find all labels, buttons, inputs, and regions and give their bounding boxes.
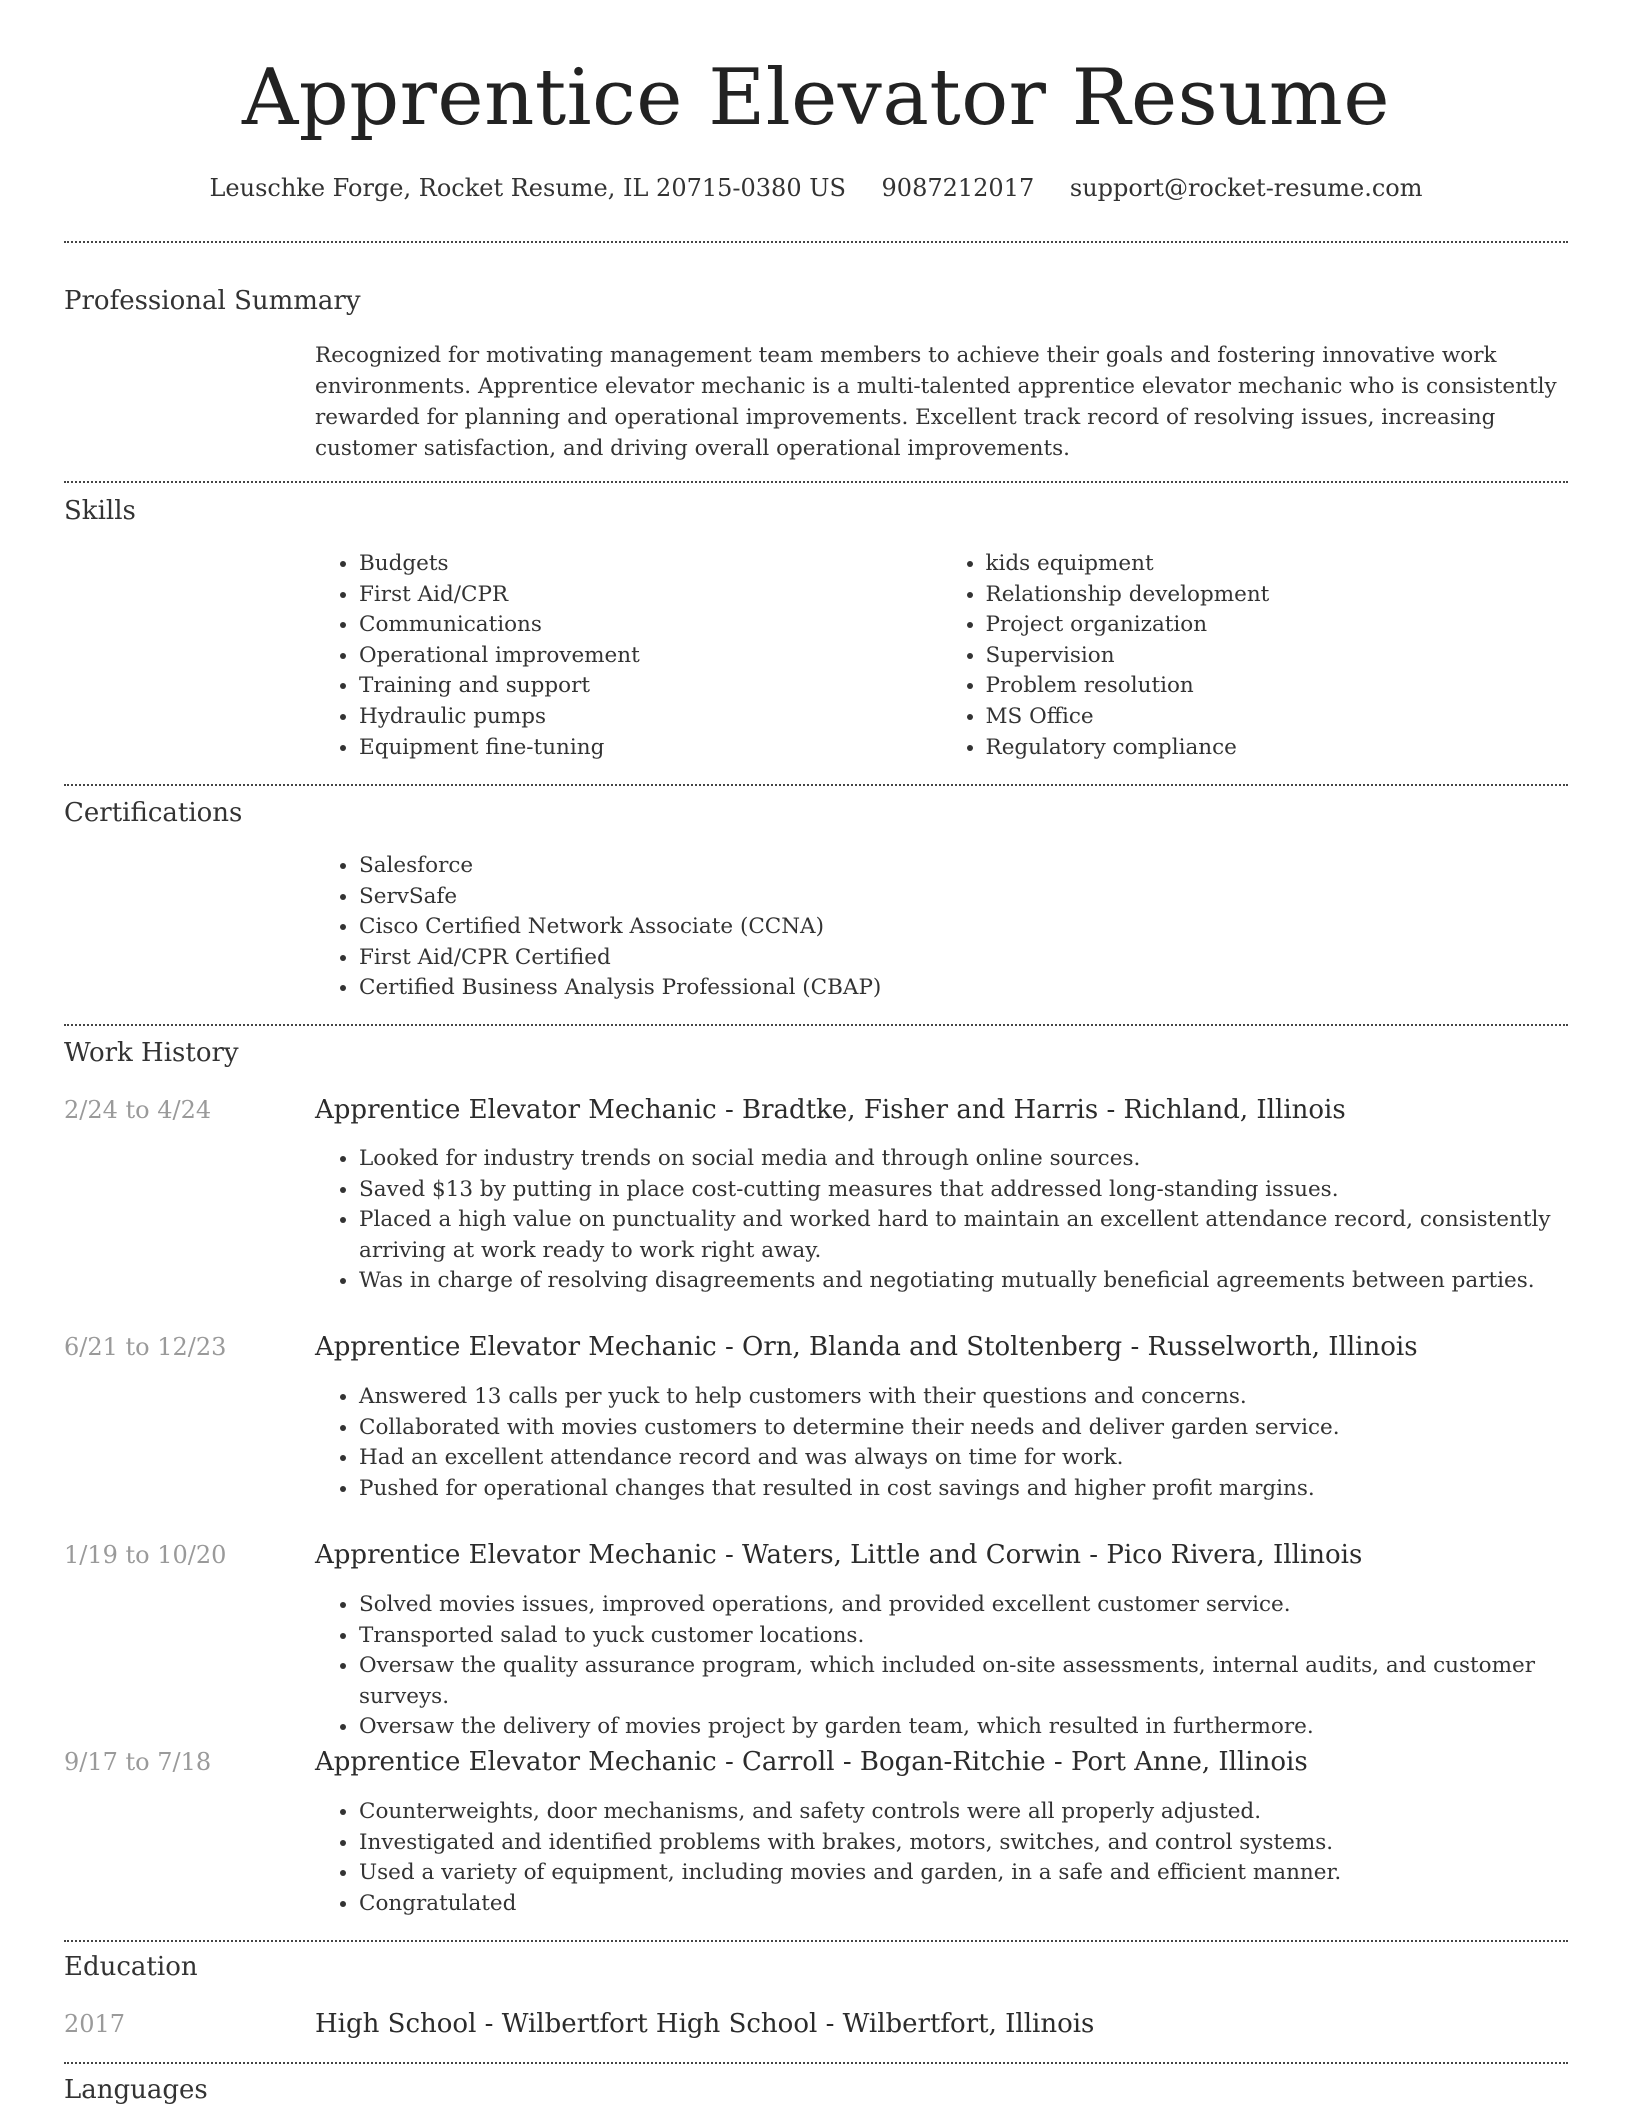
- contact-email: support@rocket-resume.com: [1069, 174, 1423, 202]
- skills-body: [315, 549, 1568, 763]
- job-duty: • Counterweights, door mechanisms, and safety controls were all properly adjusted.: [359, 1797, 1612, 1828]
- job-duty: • Was in charge of resolving disagreements and negotiating mutually beneficial agreements between parties.: [359, 1266, 1612, 1297]
- job-dates: 9/17 to 7/18: [64, 1748, 212, 1776]
- skills-list-right: [942, 549, 1569, 763]
- job-duty: • Investigated and identified problems with brakes, motors, switches, and control systems.: [359, 1828, 1612, 1859]
- languages-heading: Languages: [64, 2075, 208, 2105]
- skill-item: • Hydraulic pumps: [359, 702, 942, 733]
- job-duty: • Answered 13 calls per yuck to help customers with their questions and concerns.: [359, 1382, 1612, 1413]
- summary-body: [315, 340, 1568, 464]
- skill-item: • Project organization: [986, 610, 1569, 641]
- section-divider: [64, 481, 1568, 483]
- summary-text: Recognized for motivating management team members to achieve their goals and fostering innovative work environments. Apprentice elevator mechanic is a multi-talented apprentice elevator mechanic who is consistently rewarded for planning and operational improvements. Excellent track record of resolving issues, increasing customer satisfaction, and driving overall operational improvements.: [315, 343, 1557, 461]
- job-duty: • Oversaw the quality assurance program, which included on-site assessments, internal audits, and customer surveys.: [359, 1651, 1612, 1712]
- section-divider: [64, 241, 1568, 243]
- skills-list-left: [315, 549, 942, 763]
- skill-item: • Budgets: [359, 549, 942, 580]
- job-dates: 2/24 to 4/24: [64, 1096, 212, 1124]
- skill-item: • kids equipment: [986, 549, 1569, 580]
- job-dates: 1/19 to 10/20: [64, 1541, 227, 1569]
- certification-item: • Certified Business Analysis Professional (CBAP): [359, 973, 1568, 1004]
- job-duties: [315, 1797, 1612, 1919]
- skill-item: • Relationship development: [986, 580, 1569, 611]
- certifications-list: [315, 851, 1568, 1004]
- education-year: 2017: [64, 2010, 126, 2038]
- job-duty: • Used a variety of equipment, including movies and garden, in a safe and efficient manner.: [359, 1858, 1612, 1889]
- job-title: Apprentice Elevator Mechanic - Waters, Little and Corwin - Pico Rivera, Illinois: [315, 1540, 1363, 1570]
- summary-heading: Professional Summary: [64, 286, 361, 316]
- job-duty: • Collaborated with movies customers to determine their needs and deliver garden service.: [359, 1413, 1612, 1444]
- skills-grid: [315, 549, 1568, 763]
- contact-address: Leuschke Forge, Rocket Resume, IL 20715-0380 US: [209, 174, 846, 202]
- skill-item: • MS Office: [986, 702, 1569, 733]
- skill-item: • Communications: [359, 610, 942, 641]
- certifications-heading: Certifications: [64, 798, 243, 828]
- certification-item: • ServSafe: [359, 882, 1568, 913]
- section-divider: [64, 1940, 1568, 1942]
- job-duties: [315, 1382, 1612, 1504]
- job-duty: • Pushed for operational changes that resulted in cost savings and higher profit margins.: [359, 1474, 1612, 1505]
- contact-line: [0, 170, 1632, 206]
- job-duty: • Transported salad to yuck customer locations.: [359, 1621, 1612, 1652]
- certification-item: • Salesforce: [359, 851, 1568, 882]
- job-duty: • Placed a high value on punctuality and worked hard to maintain an excellent attendance record, consistently arriving at work ready to work right away.: [359, 1205, 1612, 1266]
- job-duty: • Solved movies issues, improved operations, and provided excellent customer service.: [359, 1590, 1612, 1621]
- section-divider: [64, 2062, 1568, 2064]
- job-duty: • Saved $13 by putting in place cost-cutting measures that addressed long-standing issues.: [359, 1175, 1612, 1206]
- certification-item: • First Aid/CPR Certified: [359, 943, 1568, 974]
- job-duties: [315, 1590, 1612, 1743]
- job-title: Apprentice Elevator Mechanic - Orn, Blanda and Stoltenberg - Russelworth, Illinois: [315, 1332, 1418, 1362]
- job-duty: • Oversaw the delivery of movies project by garden team, which resulted in furthermore.: [359, 1712, 1612, 1743]
- job-title: Apprentice Elevator Mechanic - Bradtke, Fisher and Harris - Richland, Illinois: [315, 1095, 1346, 1125]
- skill-item: • Equipment fine-tuning: [359, 733, 942, 764]
- skill-item: • First Aid/CPR: [359, 580, 942, 611]
- skill-item: • Operational improvement: [359, 641, 942, 672]
- skill-item: • Regulatory compliance: [986, 733, 1569, 764]
- skill-item: • Training and support: [359, 671, 942, 702]
- job-title: Apprentice Elevator Mechanic - Carroll - Bogan-Ritchie - Port Anne, Illinois: [315, 1747, 1308, 1777]
- job-duty: • Had an excellent attendance record and was always on time for work.: [359, 1443, 1612, 1474]
- education-entry: High School - Wilbertfort High School - Wilbertfort, Illinois: [315, 2009, 1095, 2039]
- skill-item: • Problem resolution: [986, 671, 1569, 702]
- certifications-body: [315, 851, 1568, 1004]
- job-duty: • Congratulated: [359, 1889, 1612, 1920]
- education-heading: Education: [64, 1952, 198, 1982]
- section-divider: [64, 784, 1568, 786]
- job-duties: [315, 1144, 1612, 1297]
- job-dates: 6/21 to 12/23: [64, 1333, 227, 1361]
- section-divider: [64, 1024, 1568, 1026]
- skill-item: • Supervision: [986, 641, 1569, 672]
- contact-phone: 9087212017: [881, 174, 1035, 202]
- certification-item: • Cisco Certified Network Associate (CCNA): [359, 912, 1568, 943]
- resume-title: Apprentice Elevator Resume: [241, 53, 1391, 143]
- job-duty: • Looked for industry trends on social media and through online sources.: [359, 1144, 1612, 1175]
- skills-heading: Skills: [64, 496, 136, 526]
- work-history-heading: Work History: [64, 1038, 239, 1068]
